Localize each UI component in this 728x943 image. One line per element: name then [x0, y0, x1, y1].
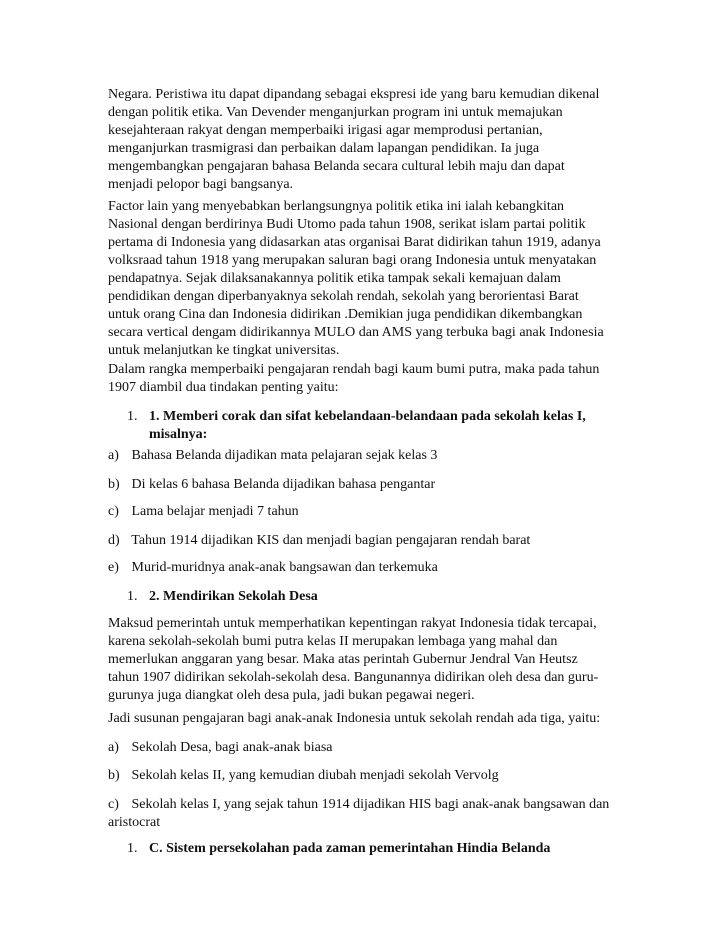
text-line: Factor lain yang menyebabkan berlangsungnya politik etika ini ialah kebangkitan — [108, 199, 565, 214]
heading-text: 1. Memberi corak dan sifat kebelandaan-belandaan pada sekolah kelas I, — [149, 409, 586, 424]
list-text: Sekolah kelas II, yang kemudian diubah menjadi sekolah Vervolg — [131, 768, 499, 783]
text-line: gurunya juga diangkat oleh desa pula, jadi bukan pegawai negeri. — [108, 688, 475, 703]
list-item — [108, 532, 530, 550]
list-text: Sekolah kelas I, yang sejak tahun 1914 dijadikan HIS bagi anak-anak bangsawan dan — [131, 797, 610, 812]
paragraph-maksud-pemerintah — [108, 615, 628, 705]
heading-text: C. Sistem persekolahan pada zaman pemerintahan Hindia Belanda — [149, 841, 551, 856]
text-line: Nasional dengan berdirinya Budi Utomo pada tahun 1908, serikat islam partai politik — [108, 217, 586, 232]
list-item — [108, 796, 609, 814]
numbered-heading-sekolah-desa — [127, 588, 527, 606]
text-line: pendapatnya. Sejak dilaksanakannya politik etika tampak sekali kemajuan dalam — [108, 271, 561, 286]
list-label: a) — [108, 740, 119, 755]
list-item — [108, 476, 435, 494]
list-text: Tahun 1914 dijadikan KIS dan menjadi bagian pengajaran rendah barat — [131, 533, 531, 548]
text-line: mengembangkan pengajaran bahasa Belanda secara cultural lebih maju dan dapat — [108, 159, 565, 174]
paragraph-susunan-pengajaran — [108, 710, 628, 728]
list-label: d) — [108, 533, 120, 548]
list-text: Lama belajar menjadi 7 tahun — [131, 504, 299, 519]
text-line: Maksud pemerintah untuk memperhatikan kepentingan rakyat Indonesia tidak tercapai, — [108, 616, 597, 631]
list-text: Bahasa Belanda dijadikan mata pelajaran sejak kelas 3 — [131, 448, 438, 463]
list-number: 1. — [127, 841, 138, 856]
list-item — [108, 447, 437, 465]
text-line: untuk orang Cina dan Indonesia didirikan .Demikian juga pendidikan dikembangkan — [108, 307, 583, 322]
text-line: Negara. Peristiwa itu dapat dipandang sebagai ekspresi ide yang baru kemudian dikenal — [108, 87, 600, 102]
list-item-continued — [108, 814, 160, 832]
text-line: secara vertical dengam didirikannya MULO dan AMS yang terbuka bagi anak Indonesia — [108, 325, 604, 340]
paragraph-kebangkitan-nasional — [108, 198, 628, 360]
list-number: 1. — [127, 409, 138, 424]
list-label: c) — [108, 504, 119, 519]
text-line: pertama di Indonesia yang didasarkan atas organisai Barat didirikan tahun 1919, adanya — [108, 235, 601, 250]
heading-text-continued: misalnya: — [149, 427, 208, 442]
text-line: 1907 diambil dua tindakan penting yaitu: — [108, 380, 339, 395]
text-line: menjadi pelopor bagi bangsanya. — [108, 177, 294, 192]
text-line: karena sekolah-sekolah bumi putra kelas II merupakan lembaga yang mahal dan — [108, 634, 558, 649]
list-label: a) — [108, 448, 119, 463]
list-item — [108, 767, 499, 785]
text-line: tahun 1907 didirikan sekolah-sekolah desa. Bangunannya didirikan oleh desa dan guru- — [108, 670, 599, 685]
text-line: Dalam rangka memperbaiki pengajaran rendah bagi kaum bumi putra, maka pada tahun — [108, 362, 600, 377]
paragraph-pengajaran-rendah — [108, 361, 628, 397]
text-line: Jadi susunan pengajaran bagi anak-anak Indonesia untuk sekolah rendah ada tiga, yaitu: — [108, 711, 601, 726]
text-line: menganjurkan trasmigrasi dan perbaikan dalam lapangan pendidikan. Ia juga — [108, 141, 540, 156]
text-line: untuk melanjutkan ke tingkat universitas. — [108, 343, 340, 358]
list-label: e) — [108, 560, 119, 575]
text-line: dengan politik etika. Van Devender menganjurkan program ini untuk memajukan — [108, 105, 563, 120]
list-item — [108, 559, 438, 577]
text-line: kesejahteraan rakyat dengan memperbaiki irigasi agar memprodusi pertanian, — [108, 123, 543, 138]
list-text: Murid-muridnya anak-anak bangsawan dan terkemuka — [131, 560, 438, 575]
numbered-heading-sistem-persekolahan — [127, 840, 627, 858]
list-label: b) — [108, 768, 120, 783]
text-line: pendidikan dengan diperbanyaknya sekolah rendah, sekolah yang berorientasi Barat — [108, 289, 579, 304]
list-text: Di kelas 6 bahasa Belanda dijadikan bahasa pengantar — [131, 477, 436, 492]
heading-text: 2. Mendirikan Sekolah Desa — [149, 589, 318, 604]
list-label: b) — [108, 477, 120, 492]
list-text: aristocrat — [108, 815, 161, 830]
numbered-heading-memberi-corak — [127, 408, 627, 444]
text-line: memerlukan anggaran yang besar. Maka atas perintah Gubernur Jendral Van Heutsz — [108, 652, 578, 667]
list-number: 1. — [127, 589, 138, 604]
list-item — [108, 503, 299, 521]
list-text: Sekolah Desa, bagi anak-anak biasa — [131, 740, 333, 755]
list-label: c) — [108, 797, 119, 812]
paragraph-politik-etika — [108, 86, 628, 194]
list-item — [108, 739, 332, 757]
text-line: volksraad tahun 1918 yang merupakan saluran bagi orang Indonesia untuk menyatakan — [108, 253, 597, 268]
